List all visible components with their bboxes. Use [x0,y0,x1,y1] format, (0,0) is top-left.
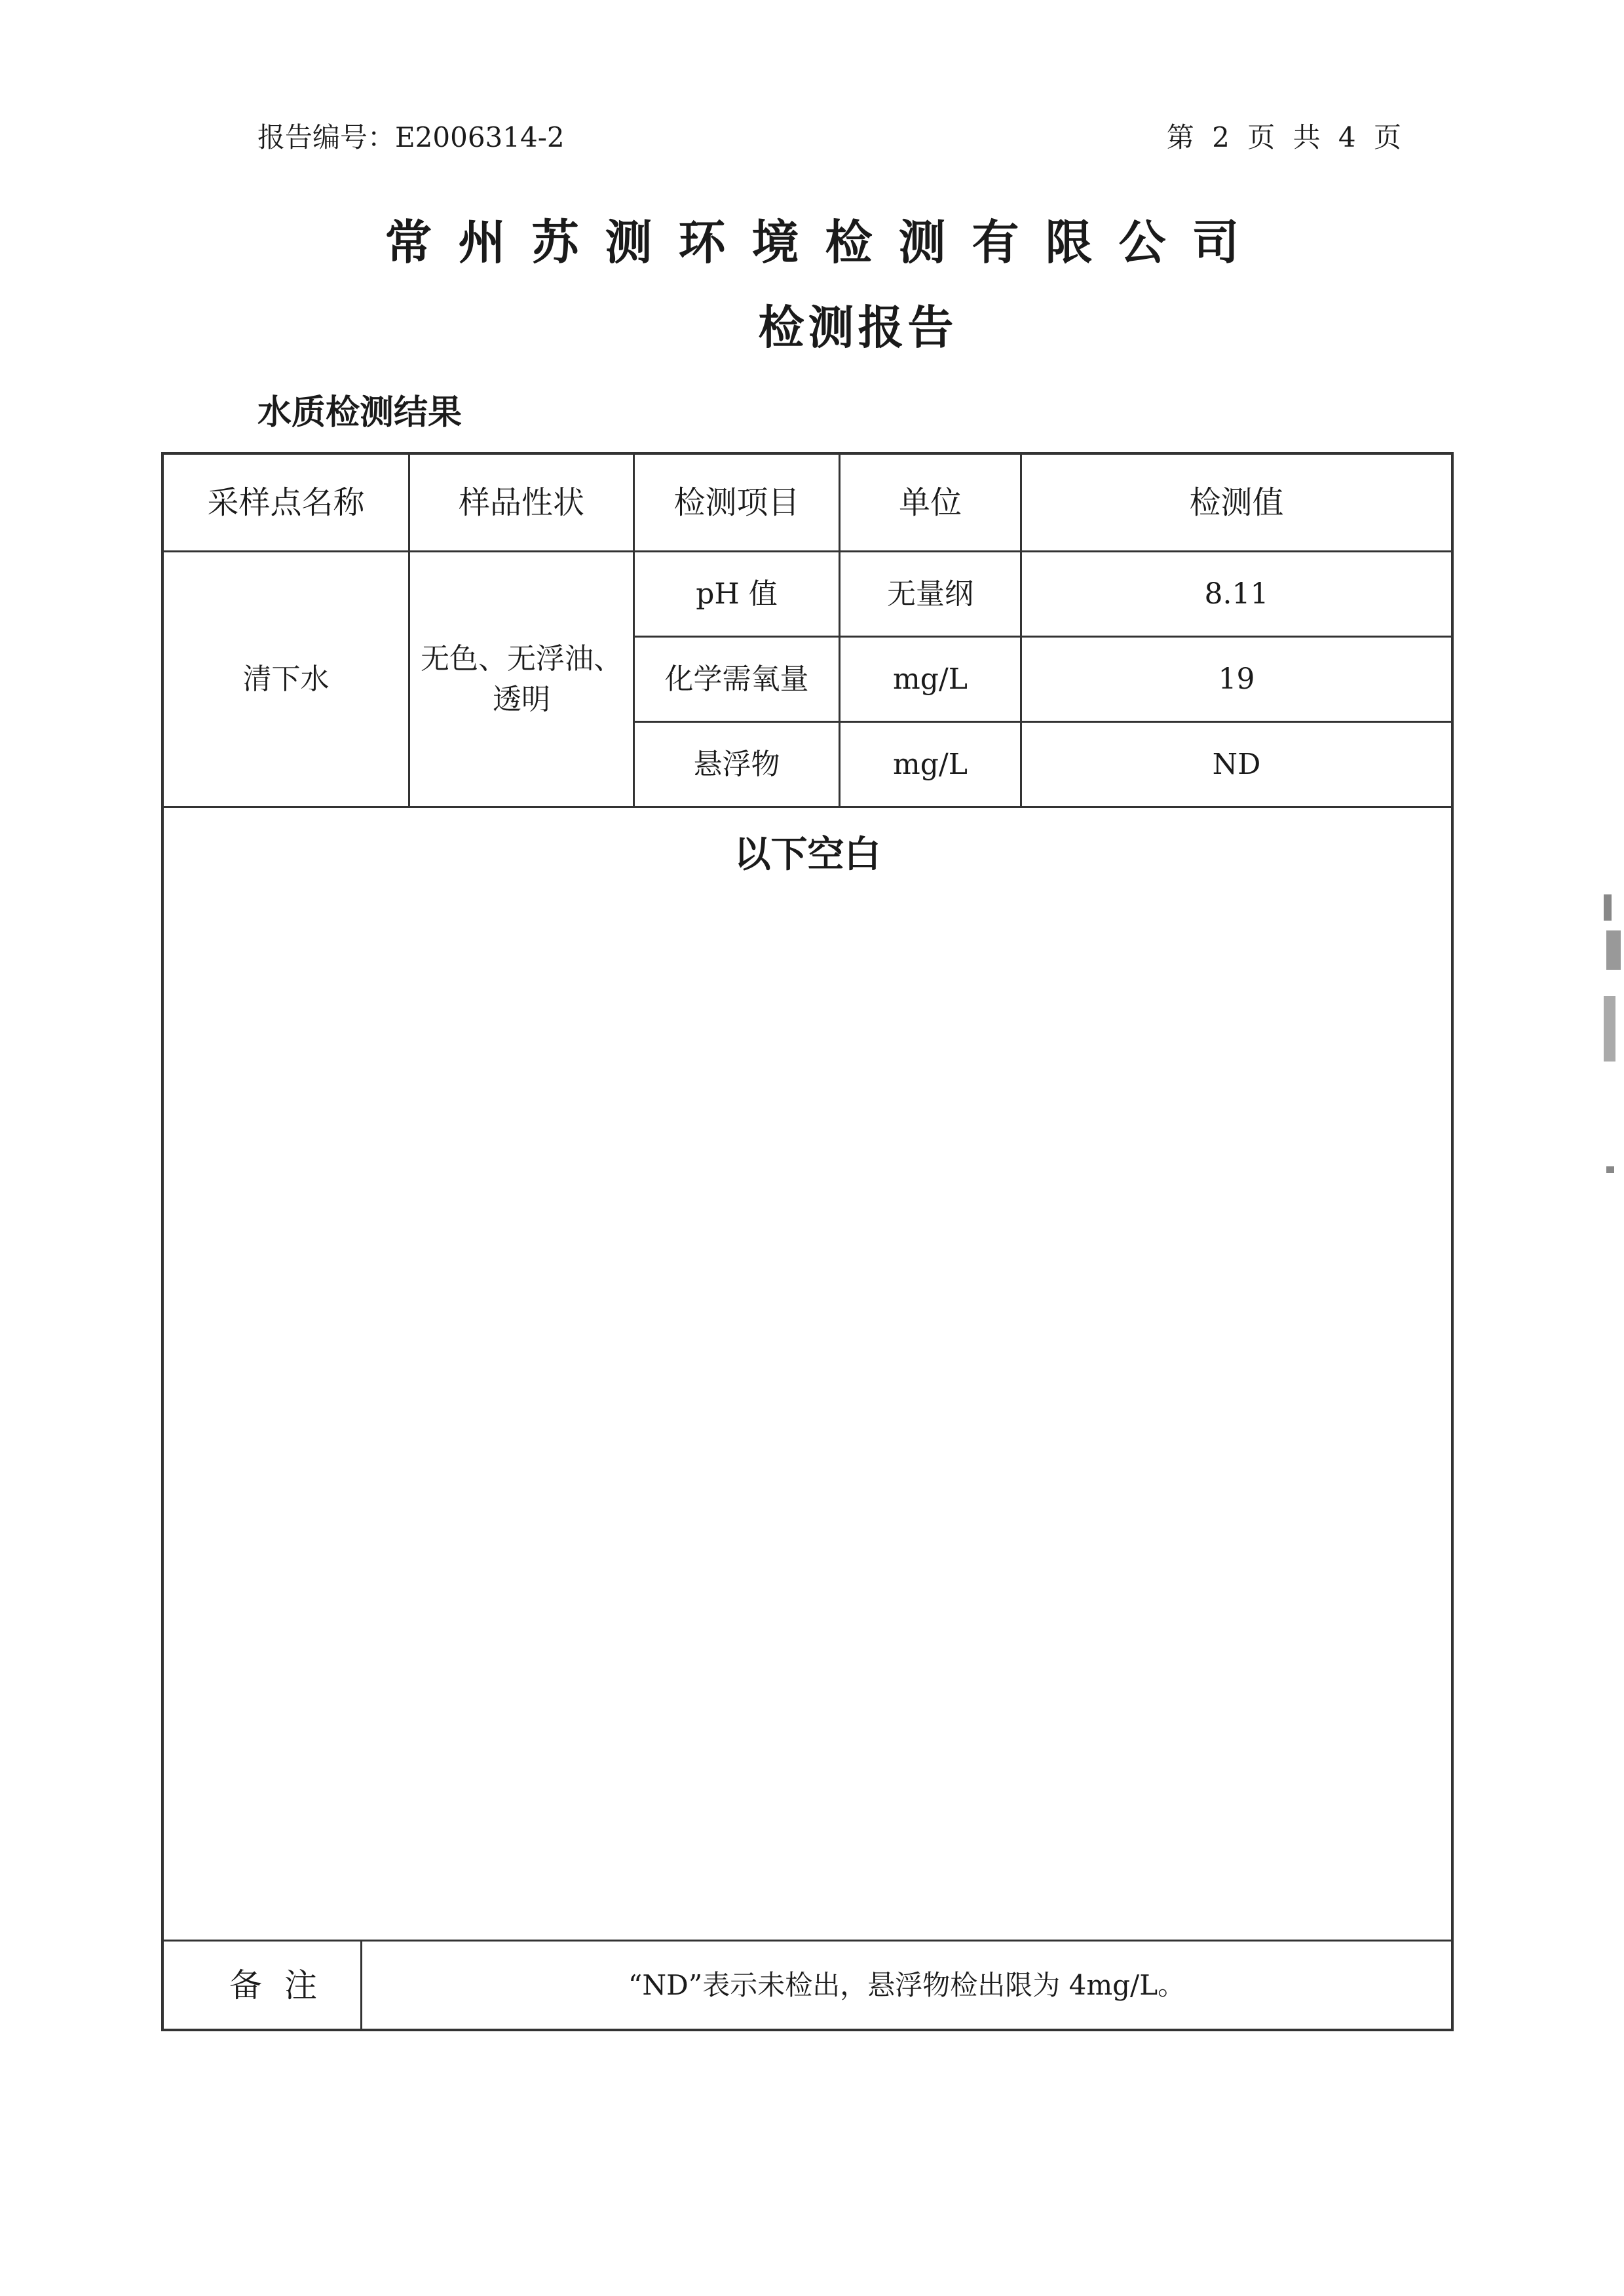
sample-appearance-cell: 无色、无浮油、 透明 [421,641,622,716]
column-header: 检测值 [1189,484,1284,521]
table-cell-value: 8.11 [1204,577,1269,611]
column-header: 采样点名称 [207,484,365,521]
remark-text: “ND”表示未检出，悬浮物检出限为 4mg/L。 [628,1968,1186,2001]
scan-artifact [1606,930,1621,970]
scan-artifact [1604,894,1612,921]
table-border-bottom [161,2029,1454,2031]
column-header: 单位 [898,484,962,521]
table-cell-item: pH 值 [696,577,778,611]
table-cell-value: 19 [1218,662,1255,696]
page-info: 第 2 页 共 4 页 [1166,121,1401,153]
scan-artifact [1604,996,1615,1062]
sample-point-cell: 清下水 [242,662,330,696]
table-cell-item: 化学需氧量 [664,662,809,696]
data-bottom-divider [161,806,1453,808]
report-number: 报告编号：E2006314-2 [257,121,565,153]
table-cell-unit: mg/L [893,662,968,696]
table-cell-unit: mg/L [893,747,968,781]
column-header: 检测项目 [673,484,800,521]
table-border-right [1451,452,1454,2031]
column-header: 样品性状 [458,484,584,521]
scan-artifact [1606,1166,1614,1173]
blank-note: 以下空白 [734,833,881,876]
section-title: 水质检测结果 [257,393,463,432]
table-cell-item: 悬浮物 [693,747,780,781]
report-title: 检测报告 [758,300,958,354]
table-cell-value: ND [1212,747,1261,781]
table-cell-unit: 无量纲 [887,577,973,611]
remark-label: 备注 [229,1966,339,2004]
company-name: 常州苏测环境检测有限公司 [385,214,1266,270]
